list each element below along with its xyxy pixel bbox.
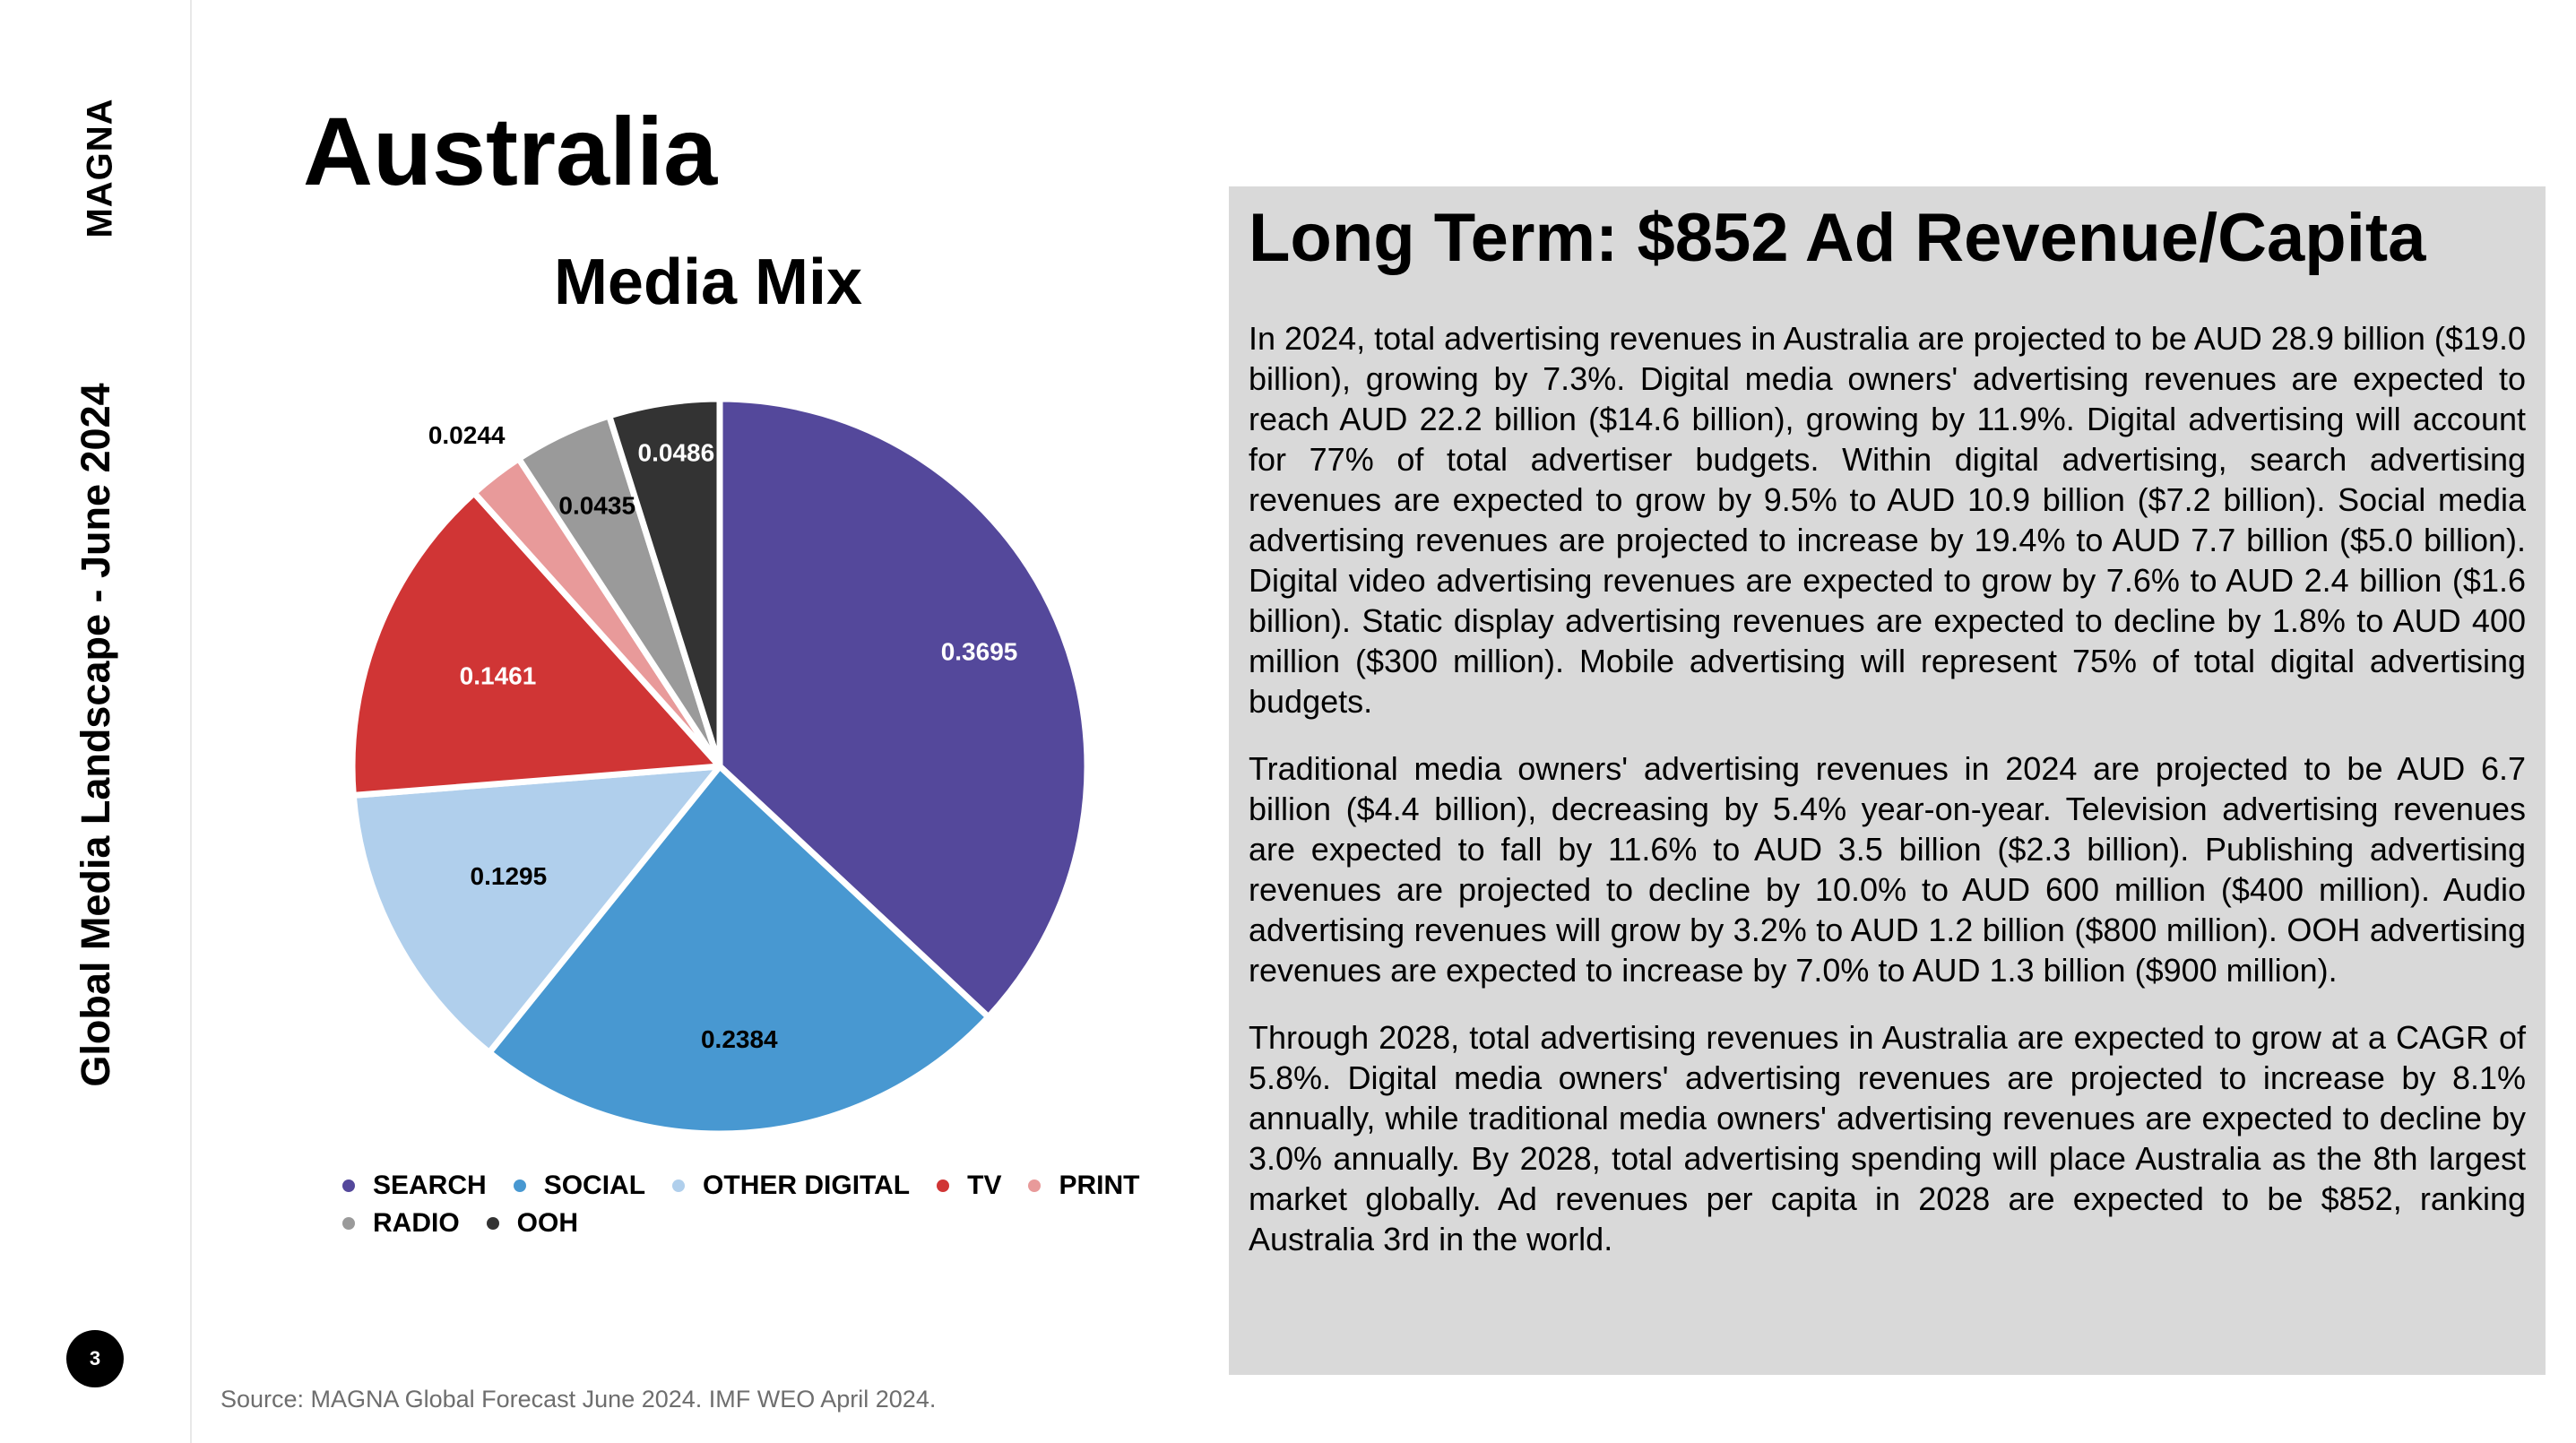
paragraph-digital: In 2024, total advertising revenues in Australia are projected to be AUD 28.9 billion ($19.0 billion), growing by 7.3%. Digital media owners' advertising revenues are expected to reach AUD 22.2 billion ($14.6 billion), growing by 11.9%. Digital advertising will account for 77% of total advertiser budgets. Within digital advertising, search advertising revenues are expected to grow by 9.5% to AUD 10.9 billion ($7.2 billion). Social media advertising revenues are projected to increase by 19.4% to AUD 7.7 billion ($5.0 billion). Digital video advertising revenues are expected to grow by 7.6% to AUD 2.4 billion ($1.6 billion). Static display advertising revenues are expected to decline by 1.8% to AUD 400 million ($300 million). Mobile advertising will represent 75% of total digital advertising budgets. — [1249, 320, 2526, 721]
text-panel — [1229, 186, 2546, 1375]
legend-label: PRINT — [1059, 1171, 1140, 1200]
legend-label: SEARCH — [373, 1171, 487, 1200]
page-title: Australia — [303, 97, 718, 205]
legend-swatch — [487, 1217, 499, 1230]
legend-swatch — [514, 1179, 526, 1192]
paragraph-forecast: Through 2028, total advertising revenues in Australia are expected to grow at a CAGR of 5.8%. Digital media owners' advertising revenues are projected to increase by 8.1% annually, while traditional media owners' advertising revenues are expected to decline by 3.0% annually. By 2028, total advertising spending will place Australia as the 8th largest market globally. Ad revenues per capita in 2028 are expected to be $852, ranking Australia 3rd in the world. — [1249, 1019, 2526, 1258]
data-label-tv: 0.1461 — [459, 661, 537, 690]
media-mix-pie-chart — [305, 359, 1147, 1165]
paragraph-traditional: Traditional media owners' advertising revenues in 2024 are projected to be AUD 6.7 billion ($4.4 billion), decreasing by 5.4% year-on-year. Television advertising revenues are expected to fall by 11.6% to AUD 3.5 billion ($2.3 billion). Publishing advertising revenues are projected to decline by 10.0% to AUD 600 million ($400 million). Audio advertising revenues will grow by 3.2% to AUD 1.2 billion ($800 million). OOH advertising revenues are expected to increase by 7.0% to AUD 1.3 billion ($900 million). — [1249, 750, 2526, 989]
legend-label: TV — [967, 1171, 1002, 1200]
legend-item-tv — [937, 1171, 1001, 1201]
legend-swatch — [342, 1217, 355, 1230]
legend-item-radio — [342, 1208, 460, 1239]
source-note: Source: MAGNA Global Forecast June 2024. IMF WEO April 2024. — [220, 1386, 937, 1413]
legend-label: RADIO — [373, 1208, 460, 1238]
data-label-ooh: 0.0486 — [637, 438, 715, 467]
legend-swatch — [937, 1179, 949, 1192]
data-label-social: 0.2384 — [700, 1025, 778, 1054]
legend-swatch — [342, 1179, 355, 1192]
magna-logo — [56, 97, 145, 238]
legend-item-search — [342, 1171, 487, 1201]
legend-swatch — [1028, 1179, 1041, 1192]
data-label-radio: 0.0435 — [558, 491, 636, 520]
chart-legend — [342, 1171, 1185, 1239]
legend-item-ooh — [487, 1208, 578, 1239]
legend-label: SOCIAL — [543, 1171, 646, 1200]
data-label-other-digital: 0.1295 — [470, 861, 548, 890]
legend-label: OOH — [516, 1208, 579, 1238]
data-label-print: 0.0244 — [428, 421, 506, 450]
legend-swatch — [672, 1179, 685, 1192]
logo-text: MAGNA — [80, 97, 120, 238]
legend-item-other-digital — [672, 1171, 910, 1201]
sidebar — [0, 0, 192, 1443]
panel-heading: Long Term: $852 Ad Revenue/Capita — [1249, 200, 2426, 276]
vertical-report-title: Global Media Landscape - June 2024 — [73, 383, 118, 1087]
legend-label: OTHER DIGITAL — [703, 1171, 911, 1200]
legend-item-social — [514, 1171, 645, 1201]
data-label-search: 0.3695 — [940, 637, 1018, 666]
chart-title: Media Mix — [553, 246, 863, 318]
legend-item-print — [1028, 1171, 1139, 1201]
page-number-badge: 3 — [66, 1330, 124, 1387]
